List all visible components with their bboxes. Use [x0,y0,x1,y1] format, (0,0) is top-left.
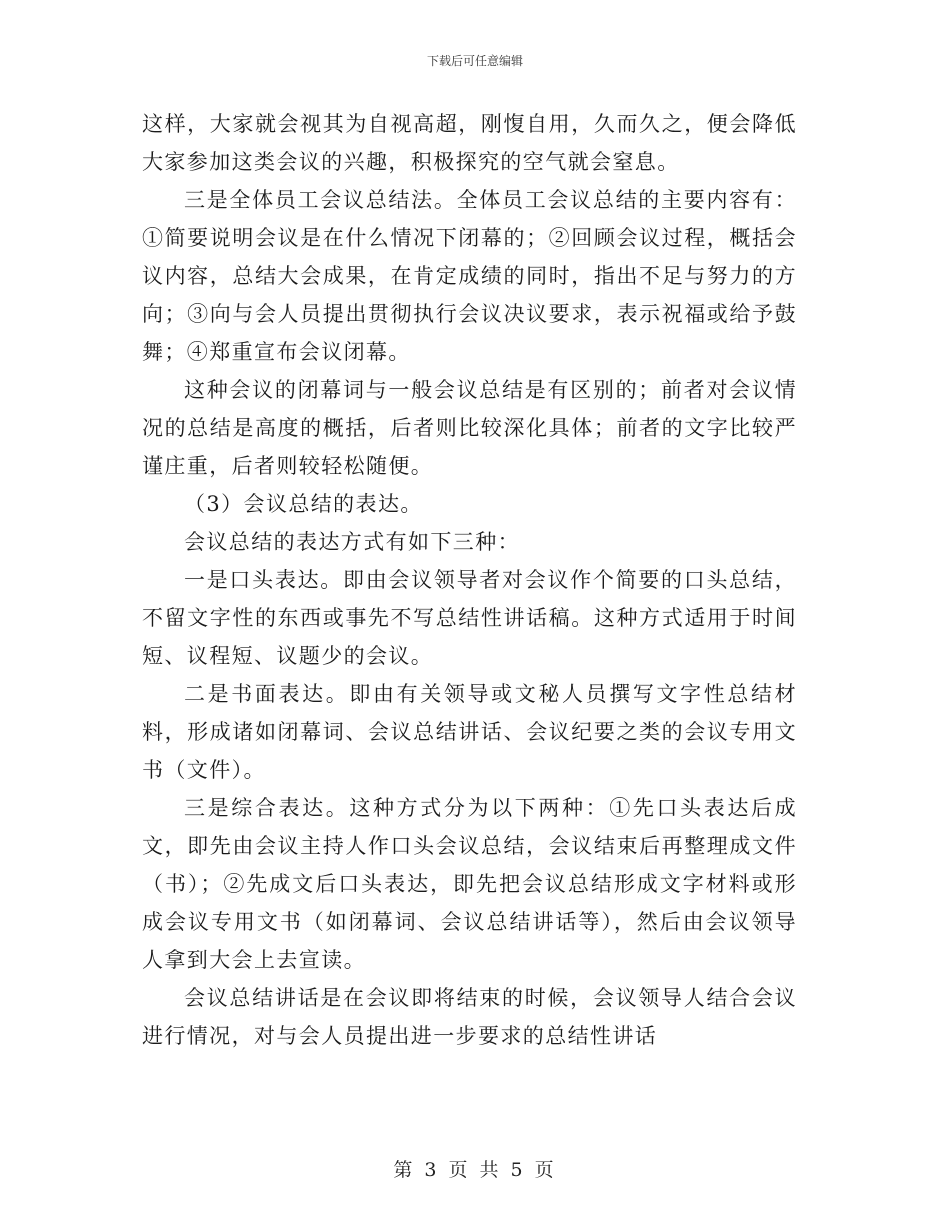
page-number: 第 3 页 共 5 页 [393,1159,557,1181]
document-body [142,105,797,1055]
paragraph-combined-expression: 三是综合表达。这种方式分为以下两种：①先口头表达后成文，即先由会议主持人作口头会议总结，会议结束后再整理成文件（书）；②先成文后口头表达，即先把会议总结形成文字材料或形成会议专用文书（如闭幕词、会议总结讲话等），然后由会议领导人拿到大会上去宣读。 [142,796,797,972]
section-heading-expression: （3）会议总结的表达。 [184,492,423,516]
paragraph-written-expression: 二是书面表达。即由有关领导或文秘人员撰写文字性总结材料，形成诸如闭幕词、会议总结讲话、会议纪要之类的会议专用文书（文件）。 [142,682,797,782]
paragraph-three-methods-intro: 会议总结的表达方式有如下三种： [184,530,520,554]
paragraph-closing-speech-difference: 这种会议的闭幕词与一般会议总结是有区别的；前者对会议情况的总结是高度的概括，后者则比较深化具体；前者的文字比较严谨庄重，后者则较轻松随便。 [142,378,797,478]
paragraph-oral-expression: 一是口头表达。即由会议领导者对会议作个简要的口头总结，不留文字性的东西或事先不写总结性讲话稿。这种方式适用于时间短、议程短、议题少的会议。 [142,568,797,668]
paragraph-all-staff-summary: 三是全体员工会议总结法。全体员工会议总结的主要内容有：①简要说明会议是在什么情况下闭幕的；②回顾会议过程，概括会议内容，总结大会成果，在肯定成绩的同时，指出不足与努力的方向；③向与会人员提出贯彻执行会议决议要求，表示祝福或给予鼓舞；④郑重宣布会议闭幕。 [142,188,797,364]
paragraph-summary-speech: 会议总结讲话是在会议即将结束的时候，会议领导人结合会议进行情况，对与会人员提出进一步要求的总结性讲话 [142,986,797,1048]
paragraph-continuation: 这样，大家就会视其为自视高超，刚愎自用，久而久之，便会降低大家参加这类会议的兴趣，积极探究的空气就会窒息。 [142,112,797,174]
page-header-note: 下载后可任意编辑 [426,54,523,68]
